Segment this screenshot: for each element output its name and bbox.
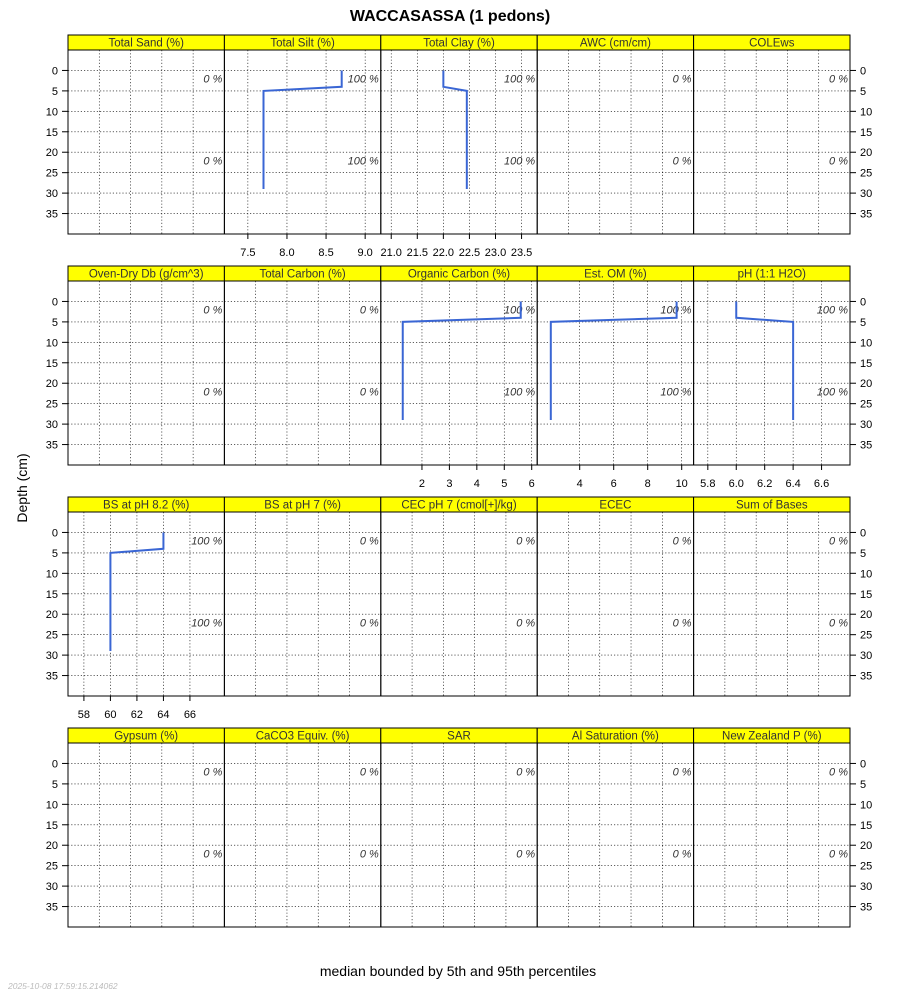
percent-label: 0 % bbox=[672, 766, 692, 779]
y-tick-label-right: 20 bbox=[860, 609, 873, 622]
y-tick-label-left: 25 bbox=[45, 167, 58, 180]
percent-label: 100 % bbox=[660, 386, 692, 399]
panel-frame bbox=[381, 743, 537, 927]
y-tick-label-left: 20 bbox=[45, 840, 58, 853]
y-tick-label-left: 30 bbox=[45, 419, 58, 432]
panel bbox=[68, 728, 224, 927]
percent-label: 0 % bbox=[672, 848, 692, 861]
y-tick-label-left: 20 bbox=[45, 609, 58, 622]
x-tick-label: 22.5 bbox=[458, 247, 481, 259]
percent-label: 100 % bbox=[347, 73, 379, 86]
panel bbox=[694, 497, 850, 696]
panel-title: CEC pH 7 (cmol[+]/kg) bbox=[401, 499, 517, 512]
panel bbox=[381, 728, 537, 927]
panel bbox=[694, 35, 850, 234]
percent-label: 0 % bbox=[829, 766, 848, 779]
percent-label: 0 % bbox=[829, 848, 848, 861]
x-tick-label: 4 bbox=[576, 478, 583, 490]
x-tick-label: 23.5 bbox=[510, 247, 533, 259]
panel bbox=[694, 266, 850, 490]
y-tick-label-right: 35 bbox=[860, 670, 873, 683]
panel bbox=[694, 728, 850, 927]
y-tick-label-right: 5 bbox=[860, 778, 867, 791]
panel-frame bbox=[537, 50, 693, 234]
panel-title: Total Clay (%) bbox=[423, 37, 495, 50]
percent-label: 0 % bbox=[829, 617, 848, 630]
panel-title: AWC (cm/cm) bbox=[579, 37, 651, 50]
panel-title: BS at pH 8.2 (%) bbox=[103, 499, 190, 512]
panel bbox=[381, 35, 538, 259]
percent-label: 0 % bbox=[203, 766, 223, 779]
panel-title: pH (1:1 H2O) bbox=[737, 268, 806, 281]
y-tick-label-left: 10 bbox=[45, 337, 58, 350]
y-tick-label-left: 35 bbox=[45, 208, 58, 221]
x-tick-label: 3 bbox=[446, 478, 453, 490]
panel-title: Organic Carbon (%) bbox=[407, 268, 511, 281]
y-tick-label-left: 35 bbox=[45, 901, 58, 914]
panel-frame bbox=[537, 512, 693, 696]
panel bbox=[381, 497, 537, 696]
percent-label: 100 % bbox=[503, 304, 536, 317]
y-tick-label-left: 5 bbox=[51, 85, 58, 98]
panel bbox=[381, 266, 537, 490]
percent-label: 0 % bbox=[359, 617, 379, 630]
panel-frame bbox=[224, 281, 380, 465]
y-tick-label-left: 20 bbox=[45, 147, 58, 160]
y-tick-label-left: 25 bbox=[45, 860, 58, 873]
panel bbox=[224, 497, 380, 696]
median-line bbox=[403, 301, 521, 420]
y-tick-label-left: 0 bbox=[51, 296, 58, 309]
x-tick-label: 8.0 bbox=[279, 247, 295, 259]
panel-frame bbox=[224, 743, 380, 927]
y-tick-label-left: 10 bbox=[45, 568, 58, 581]
y-tick-label-right: 25 bbox=[860, 398, 873, 411]
x-tick-label: 62 bbox=[130, 709, 144, 721]
y-tick-label-right: 35 bbox=[860, 901, 873, 914]
x-tick-label: 23.0 bbox=[484, 247, 507, 259]
percent-label: 0 % bbox=[359, 386, 379, 399]
percent-label: 0 % bbox=[516, 535, 536, 548]
percent-label: 100 % bbox=[191, 617, 223, 630]
y-tick-label-right: 20 bbox=[860, 378, 873, 391]
y-tick-label-left: 25 bbox=[45, 629, 58, 642]
y-tick-label-left: 35 bbox=[45, 670, 58, 683]
panel-title: Total Carbon (%) bbox=[259, 268, 346, 281]
y-tick-label-right: 10 bbox=[860, 337, 873, 350]
y-tick-label-right: 25 bbox=[860, 629, 873, 642]
y-tick-label-right: 25 bbox=[860, 860, 873, 873]
y-tick-label-right: 0 bbox=[860, 527, 867, 540]
x-tick-label: 10 bbox=[675, 478, 688, 490]
x-tick-label: 7.5 bbox=[240, 247, 256, 259]
panel bbox=[68, 35, 224, 234]
x-axis-label: median bounded by 5th and 95th percentiles bbox=[319, 963, 597, 979]
y-tick-label-left: 5 bbox=[51, 547, 58, 560]
panel-frame bbox=[68, 50, 224, 234]
x-tick-label: 60 bbox=[104, 709, 117, 721]
panel-title: Oven-Dry Db (g/cm^3) bbox=[88, 268, 204, 281]
y-tick-label-left: 0 bbox=[51, 527, 58, 540]
y-tick-label-right: 30 bbox=[860, 650, 873, 663]
x-tick-label: 4 bbox=[473, 478, 480, 490]
panel-frame bbox=[694, 512, 850, 696]
y-tick-label-left: 15 bbox=[45, 126, 58, 139]
y-tick-label-left: 20 bbox=[45, 378, 58, 391]
panel-title: Al Saturation (%) bbox=[571, 730, 659, 743]
panel-title: CaCO3 Equiv. (%) bbox=[255, 730, 350, 743]
percent-label: 0 % bbox=[829, 155, 848, 168]
y-tick-label-left: 35 bbox=[45, 439, 58, 452]
y-tick-label-right: 20 bbox=[860, 147, 873, 160]
y-tick-label-right: 15 bbox=[860, 126, 873, 139]
y-tick-label-right: 0 bbox=[860, 65, 867, 78]
median-line bbox=[443, 70, 466, 189]
y-tick-label-right: 10 bbox=[860, 799, 873, 812]
x-tick-label: 58 bbox=[77, 709, 91, 721]
panel-frame bbox=[381, 512, 537, 696]
percent-label: 100 % bbox=[347, 155, 379, 168]
x-tick-label: 6.2 bbox=[757, 478, 773, 490]
y-tick-label-left: 10 bbox=[45, 799, 58, 812]
x-tick-label: 6 bbox=[528, 478, 535, 490]
x-tick-label: 6.4 bbox=[785, 478, 801, 490]
y-tick-label-left: 0 bbox=[51, 65, 58, 78]
percent-label: 0 % bbox=[203, 304, 223, 317]
y-tick-label-left: 30 bbox=[45, 650, 58, 663]
percent-label: 0 % bbox=[672, 73, 692, 86]
x-tick-label: 22.0 bbox=[432, 247, 455, 259]
y-tick-label-left: 15 bbox=[45, 588, 58, 601]
y-tick-label-right: 0 bbox=[860, 758, 867, 771]
x-tick-label: 64 bbox=[157, 709, 170, 721]
y-tick-label-right: 15 bbox=[860, 819, 873, 832]
y-axis-label: Depth (cm) bbox=[14, 453, 30, 523]
x-tick-label: 5.8 bbox=[700, 478, 716, 490]
panel-frame bbox=[68, 743, 224, 927]
median-line bbox=[110, 532, 163, 651]
percent-label: 0 % bbox=[359, 304, 379, 317]
y-tick-label-left: 10 bbox=[45, 106, 58, 119]
x-tick-label: 8 bbox=[644, 478, 651, 490]
percent-label: 0 % bbox=[672, 155, 692, 168]
x-tick-label: 66 bbox=[183, 709, 197, 721]
panel-title: Total Sand (%) bbox=[108, 37, 184, 50]
median-line bbox=[736, 301, 793, 420]
percent-label: 0 % bbox=[359, 766, 379, 779]
percent-label: 0 % bbox=[829, 73, 848, 86]
x-tick-label: 21.0 bbox=[380, 247, 402, 259]
y-tick-label-right: 15 bbox=[860, 588, 873, 601]
panel-title: Est. OM (%) bbox=[584, 268, 647, 281]
percent-label: 0 % bbox=[672, 535, 692, 548]
percent-label: 100 % bbox=[816, 304, 848, 317]
percent-label: 100 % bbox=[503, 386, 536, 399]
percent-label: 0 % bbox=[359, 535, 379, 548]
panel-title: SAR bbox=[447, 730, 471, 743]
y-tick-label-left: 25 bbox=[45, 398, 58, 411]
percent-label: 0 % bbox=[829, 535, 848, 548]
y-tick-label-right: 15 bbox=[860, 357, 873, 370]
y-tick-label-right: 30 bbox=[860, 881, 873, 894]
panels-layer bbox=[46, 35, 873, 927]
percent-label: 100 % bbox=[660, 304, 692, 317]
percent-label: 0 % bbox=[203, 386, 223, 399]
y-tick-label-left: 0 bbox=[51, 758, 58, 771]
percent-label: 0 % bbox=[203, 73, 223, 86]
y-tick-label-right: 20 bbox=[860, 840, 873, 853]
percent-label: 0 % bbox=[516, 766, 536, 779]
percent-label: 100 % bbox=[191, 535, 223, 548]
y-tick-label-left: 15 bbox=[45, 357, 58, 370]
y-tick-label-right: 5 bbox=[860, 85, 867, 98]
panel bbox=[537, 35, 693, 234]
median-line bbox=[551, 301, 677, 420]
y-tick-label-left: 30 bbox=[45, 881, 58, 894]
x-tick-label: 21.5 bbox=[406, 247, 429, 259]
panel-frame bbox=[694, 743, 850, 927]
y-tick-label-left: 15 bbox=[45, 819, 58, 832]
y-tick-label-left: 30 bbox=[45, 188, 58, 201]
panel bbox=[537, 266, 693, 490]
percent-label: 0 % bbox=[359, 848, 379, 861]
panel bbox=[68, 266, 224, 465]
x-tick-label: 6 bbox=[610, 478, 617, 490]
x-tick-label: 8.5 bbox=[318, 247, 334, 259]
percent-label: 0 % bbox=[516, 617, 536, 630]
timestamp: 2025-10-08 17:59:15.214062 bbox=[8, 981, 118, 991]
panel-title: Gypsum (%) bbox=[114, 730, 179, 743]
panel bbox=[224, 35, 380, 259]
panel-frame bbox=[68, 281, 224, 465]
percent-label: 100 % bbox=[503, 155, 536, 168]
percent-label: 0 % bbox=[203, 155, 223, 168]
percent-label: 100 % bbox=[816, 386, 848, 399]
x-tick-label: 2 bbox=[418, 478, 426, 490]
y-tick-label-right: 35 bbox=[860, 439, 873, 452]
panel-title: Total Silt (%) bbox=[270, 37, 335, 50]
x-tick-label: 6.0 bbox=[728, 478, 744, 490]
percent-label: 0 % bbox=[516, 848, 536, 861]
panel-title: ECEC bbox=[599, 499, 632, 512]
panel-frame bbox=[694, 50, 850, 234]
y-tick-label-right: 25 bbox=[860, 167, 873, 180]
y-tick-label-right: 5 bbox=[860, 316, 867, 329]
panel bbox=[224, 266, 380, 465]
panel-frame bbox=[537, 743, 693, 927]
panel bbox=[68, 497, 224, 721]
panel-title: COLEws bbox=[749, 37, 795, 50]
percent-label: 100 % bbox=[503, 73, 536, 86]
y-tick-label-left: 5 bbox=[51, 778, 58, 791]
x-tick-label: 5 bbox=[501, 478, 508, 490]
panel-frame bbox=[224, 512, 380, 696]
percent-label: 0 % bbox=[203, 848, 223, 861]
y-tick-label-right: 30 bbox=[860, 188, 873, 201]
y-tick-label-right: 35 bbox=[860, 208, 873, 221]
y-tick-label-right: 5 bbox=[860, 547, 867, 560]
panel-title: BS at pH 7 (%) bbox=[264, 499, 341, 512]
figure-title: WACCASASSA (1 pedons) bbox=[349, 8, 551, 25]
median-line bbox=[264, 70, 342, 189]
y-tick-label-right: 10 bbox=[860, 106, 873, 119]
y-tick-label-left: 5 bbox=[51, 316, 58, 329]
panel-title: Sum of Bases bbox=[736, 499, 808, 512]
y-tick-label-right: 30 bbox=[860, 419, 873, 432]
panel bbox=[224, 728, 380, 927]
panel bbox=[537, 728, 693, 927]
y-tick-label-right: 10 bbox=[860, 568, 873, 581]
x-tick-label: 9.0 bbox=[357, 247, 373, 259]
percent-label: 0 % bbox=[672, 617, 692, 630]
panel bbox=[537, 497, 693, 696]
y-tick-label-right: 0 bbox=[860, 296, 867, 309]
panel-title: New Zealand P (%) bbox=[722, 730, 822, 743]
x-tick-label: 6.6 bbox=[813, 478, 830, 490]
